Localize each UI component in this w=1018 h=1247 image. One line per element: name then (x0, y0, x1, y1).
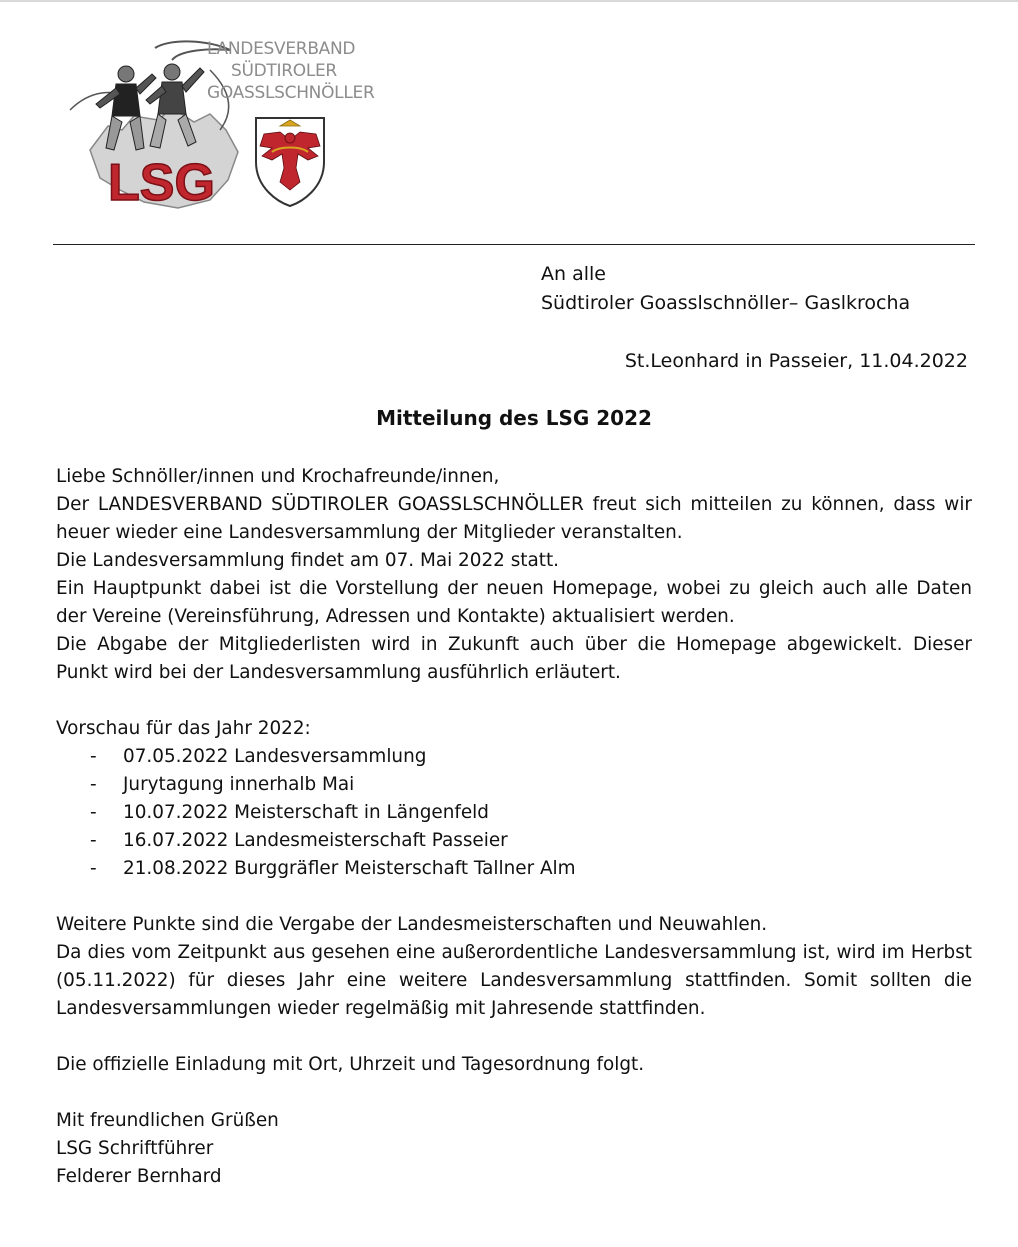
autumn-meeting-paragraph: Da dies vom Zeitpunkt aus gesehen eine außerordentliche Landesversammlung ist, wird im Herbst (05.11.2022) für dieses Jahr eine weitere Landesversammlung stattfinden. Somit sollten die Landesversammlungen wieder regelmäßig mit Jahresende stattfinden. (56, 942, 972, 1019)
list-item: - Jurytagung innerhalb Mai (56, 771, 972, 799)
header-divider (53, 244, 975, 245)
recipient-line-2: Südtiroler Goasslschnöller– Gaslkrocha (541, 292, 911, 314)
further-points-paragraph: Weitere Punkte sind die Vergabe der Landesmeisterschaften und Neuwahlen. (56, 914, 768, 935)
greeting: Liebe Schnöller/innen und Krochafreunde/innen, (56, 466, 500, 487)
date-paragraph: Die Landesversammlung findet am 07. Mai 2022 statt. (56, 550, 560, 571)
list-marker: - (90, 830, 97, 851)
preview-list (56, 743, 972, 883)
place-date: St.Leonhard in Passeier, 11.04.2022 (624, 350, 968, 372)
logo-text: LSG (108, 154, 215, 212)
invitation-paragraph: Die offizielle Einladung mit Ort, Uhrzeit und Tagesordnung folgt. (56, 1054, 645, 1075)
closing: Mit freundlichen Grüßen (56, 1110, 279, 1131)
list-item: - 21.08.2022 Burggräfler Meisterschaft Tallner Alm (56, 855, 972, 883)
list-item: - 16.07.2022 Landesmeisterschaft Passeier (56, 827, 972, 855)
intro-paragraph: Der LANDESVERBAND SÜDTIROLER GOASSLSCHNÖLLER freut sich mitteilen zu können, dass wir heuer wieder eine Landesversammlung der Mitglieder veranstalten. (56, 494, 972, 543)
org-name-line-3: GOASSLSCHNÖLLER (207, 83, 375, 103)
list-marker: - (90, 858, 97, 879)
recipient-line-1: An alle (541, 263, 606, 285)
preview-heading: Vorschau für das Jahr 2022: (56, 718, 311, 739)
list-marker: - (90, 774, 97, 795)
homepage-paragraph: Ein Hauptpunkt dabei ist die Vorstellung der neuen Homepage, wobei zu gleich auch alle Daten der Vereine (Vereinsführung, Adressen und Kontakte) aktualisiert werden. (56, 578, 972, 627)
list-marker: - (90, 802, 97, 823)
org-name-line-1: LANDESVERBAND (207, 39, 356, 59)
letter-title: Mitteilung des LSG 2022 (376, 406, 652, 430)
organization-name (207, 38, 397, 104)
page-top-edge (0, 0, 1018, 2)
list-item: - 10.07.2022 Meisterschaft in Längenfeld (56, 799, 972, 827)
coat-of-arms-icon (250, 112, 330, 208)
list-item: - 07.05.2022 Landesversammlung (56, 743, 972, 771)
org-name-line-2: SÜDTIROLER (231, 61, 337, 81)
recipient-block (541, 260, 910, 318)
letter-body (56, 463, 972, 1191)
member-lists-paragraph: Die Abgabe der Mitgliederlisten wird in Zukunft auch über die Homepage abgewickelt. Dieser Punkt wird bei der Landesversammlung ausführlich erläutert. (56, 634, 972, 683)
signer-name: Felderer Bernhard (56, 1166, 222, 1187)
list-marker: - (90, 746, 97, 767)
signer-role: LSG Schriftführer (56, 1138, 214, 1159)
